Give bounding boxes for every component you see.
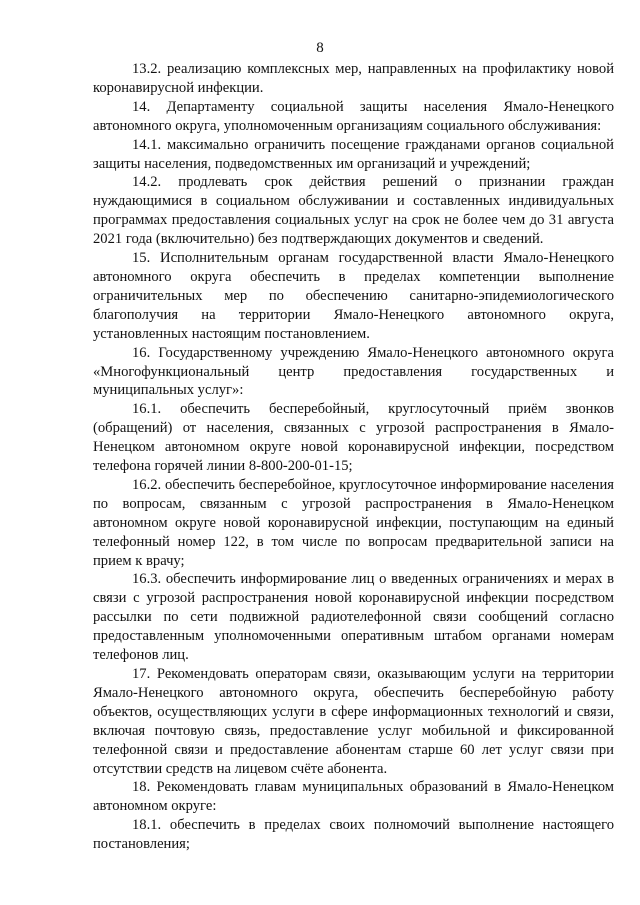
- paragraph-14-1: 14.1. максимально ограничить посещение гражданами органов социальной защиты населения, подведомственных им организаций и учреждений;: [93, 136, 614, 172]
- paragraph-16-3: 16.3. обеспечить информирование лиц о введенных ограничениях и мерах в связи с угрозой распространения новой коронавирусной инфекции посредством рассылки по сети подвижной радиотелефонной связи сообщений согласно предоставленным уполномоченными оперативным штабом органами номерам телефонов лиц.: [93, 571, 614, 664]
- paragraph-18-1: 18.1. обеспечить в пределах своих полномочий выполнение настоящего постановления;: [93, 817, 614, 853]
- paragraph-13-2: 13.2. реализацию комплексных мер, направленных на профилактику новой коронавирусной инфекции.: [93, 61, 614, 96]
- paragraph-16-2: 16.2. обеспечить бесперебойное, круглосуточное информирование населения по вопросам, связанным с угрозой распространения в Ямало-Ненецком автономном округе новой коронавирусной инфекции, поступающим на единый телефонный номер 122, в том числе по вопросам предварительной записи на прием к врачу;: [93, 476, 614, 569]
- paragraph-17: 17. Рекомендовать операторам связи, оказывающим услуги на территории Ямало-Ненецкого автономного округа, обеспечить бесперебойную работу объектов, осуществляющих услуги в сфере информационных технологий и связи, включая почтовую связь, предоставление услуг мобильной и фиксированной телефонной связи и предоставление абонентам старше 60 лет услуг связи при отсутствии средств на лицевом счёте абонента.: [93, 666, 614, 777]
- paragraph-18: 18. Рекомендовать главам муниципальных образований в Ямало-Ненецком автономном округе:: [93, 779, 614, 815]
- document-body: [93, 60, 614, 854]
- paragraph-14-2: 14.2. продлевать срок действия решений о признании граждан нуждающимися в социальном обслуживании и составленных индивидуальных программах предоставления социальных услуг на срок не более чем до 31 августа 2021 года (включительно) без подтверждающих документов и сведений.: [93, 174, 614, 248]
- paragraph-15: 15. Исполнительным органам государственной власти Ямало-Ненецкого автономного округа обеспечить в пределах компетенции выполнение ограничительных мер по обеспечению санитарно-эпидемиологического благополучия на территории Ямало-Ненецкого автономного округа, установленных настоящим постановлением.: [93, 250, 614, 342]
- paragraph-14: 14. Департаменту социальной защиты населения Ямало-Ненецкого автономного округа, уполномоченным организациям социального обслуживания:: [93, 98, 614, 134]
- page-number: 8: [316, 40, 324, 56]
- paragraph-16-1: 16.1. обеспечить бесперебойный, круглосуточный приём звонков (обращений) от населения, связанных с угрозой распространения в Ямало-Ненецком автономном округе новой коронавирусной инфекции, посредством телефона горячей линии 8-800-200-01-15;: [93, 401, 614, 475]
- paragraph-16: 16. Государственному учреждению Ямало-Ненецкого автономного округа «Многофункциональный центр предоставления государственных и муниципальных услуг»:: [93, 344, 614, 399]
